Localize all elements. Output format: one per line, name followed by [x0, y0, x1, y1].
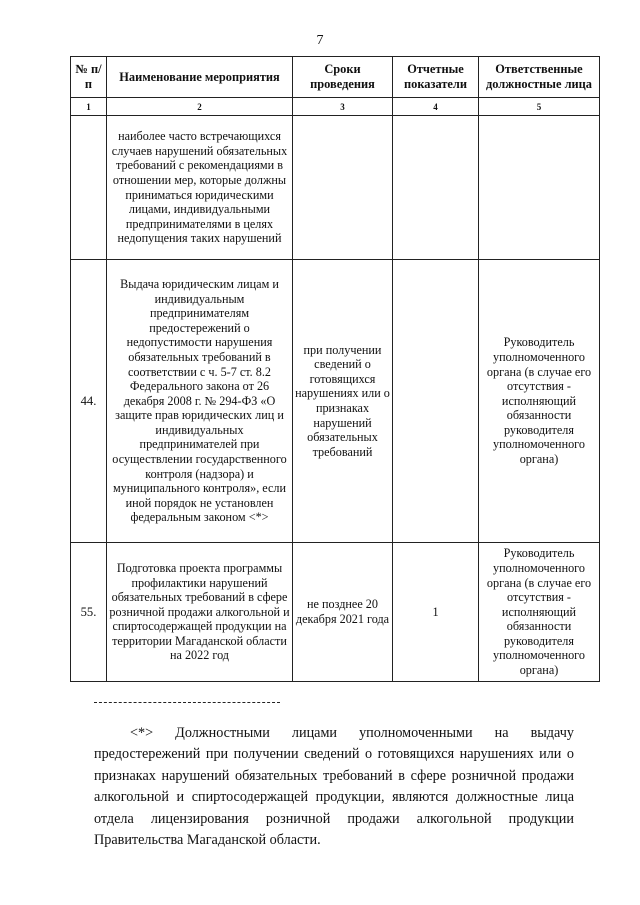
table-row — [71, 543, 600, 682]
event-indicators — [393, 260, 479, 543]
footnote-separator — [94, 702, 280, 703]
table-row — [71, 116, 600, 260]
footnote: <*> Должностными лицами уполномоченными на выдачу предостережений при получении сведений о готовящихся нарушениях или о признаках нарушений обязательных требований в сфере розничной продажи алкогольной и спиртосодержащей продукции, являются должностные лица отдела лицензирования розничной продажи алкогольной продукции Правительства Магаданской области. — [94, 725, 574, 849]
column-number: 4 — [393, 98, 479, 116]
row-number: 44. — [71, 260, 107, 543]
header-event-name: Наименование мероприятия — [107, 57, 293, 98]
event-responsible: Руководитель уполномоченного органа (в случае его отсутствия - исполняющий обязанности руководителя уполномоченного органа) — [479, 543, 600, 682]
header-terms: Сроки проведения — [293, 57, 393, 98]
column-number: 2 — [107, 98, 293, 116]
row-number: 55. — [71, 543, 107, 682]
event-terms — [293, 116, 393, 260]
event-name: Подготовка проекта программы профилактики нарушений обязательных требований в сфере розничной продажи алкогольной и спиртосодержащей продукции на территории Магаданской области на 2022 год — [107, 543, 293, 682]
event-terms: при получении сведений о готовящихся нарушениях или о признаках нарушений обязательных требований — [293, 260, 393, 543]
table-header-row — [71, 57, 600, 98]
event-responsible — [479, 116, 600, 260]
event-indicators: 1 — [393, 543, 479, 682]
column-number: 5 — [479, 98, 600, 116]
column-number: 1 — [71, 98, 107, 116]
page-number: 7 — [316, 33, 324, 48]
column-number: 3 — [293, 98, 393, 116]
header-responsible: Ответственные должностные лица — [479, 57, 600, 98]
event-name: наиболее часто встречающихся случаев нарушений обязательных требований с рекомендациями в отношении мер, которые должны приниматься юридическими лицами, индивидуальными предпринимателями в целях недопущения таких нарушений — [107, 116, 293, 260]
header-indicators: Отчетные показатели — [393, 57, 479, 98]
row-number — [71, 116, 107, 260]
table-row — [71, 260, 600, 543]
event-name: Выдача юридическим лицам и индивидуальным предпринимателям предостережений о недопустимости нарушения обязательных требований в соответствии с ч. 5-7 ст. 8.2 Федерального закона от 26 декабря 2008 г. № 294-ФЗ «О защите прав юридических лиц и индивидуальных предпринимателей при осуществлении государственного контроля (надзора) и муниципального контроля», если иной порядок не установлен федеральным законом <*> — [107, 260, 293, 543]
header-number: № п/п — [71, 57, 107, 98]
events-table — [70, 56, 600, 682]
event-terms: не позднее 20 декабря 2021 года — [293, 543, 393, 682]
event-indicators — [393, 116, 479, 260]
event-responsible: Руководитель уполномоченного органа (в случае его отсутствия - исполняющий обязанности руководителя уполномоченного органа) — [479, 260, 600, 543]
column-numbers-row — [71, 98, 600, 116]
